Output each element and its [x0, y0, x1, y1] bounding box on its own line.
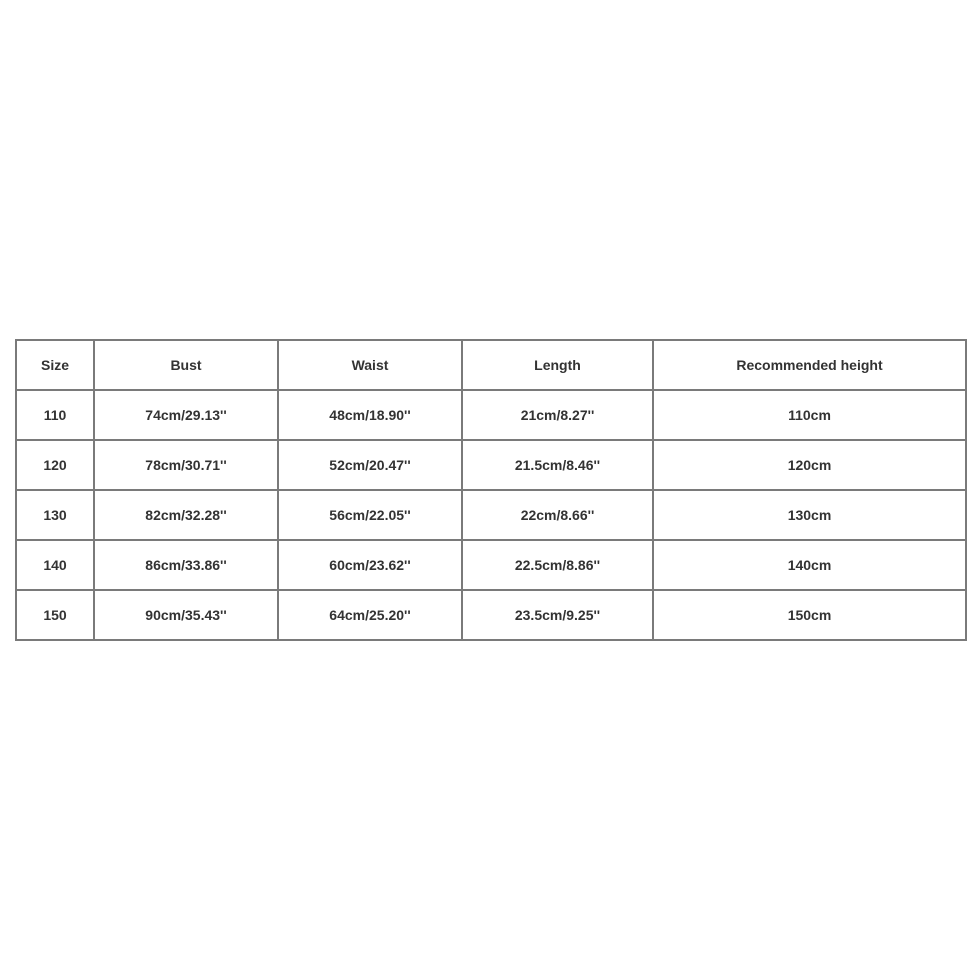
table-row	[16, 590, 966, 640]
table-row	[16, 440, 966, 490]
cell-size: 120	[16, 440, 94, 490]
cell-length: 21.5cm/8.46''	[462, 440, 653, 490]
cell-recommended-height: 130cm	[653, 490, 966, 540]
cell-waist: 60cm/23.62''	[278, 540, 462, 590]
header-size: Size	[16, 340, 94, 390]
cell-length: 22cm/8.66''	[462, 490, 653, 540]
cell-size: 130	[16, 490, 94, 540]
cell-waist: 64cm/25.20''	[278, 590, 462, 640]
table-row	[16, 540, 966, 590]
cell-bust: 82cm/32.28''	[94, 490, 278, 540]
table-row	[16, 390, 966, 440]
cell-waist: 56cm/22.05''	[278, 490, 462, 540]
cell-size: 140	[16, 540, 94, 590]
cell-recommended-height: 110cm	[653, 390, 966, 440]
cell-bust: 78cm/30.71''	[94, 440, 278, 490]
cell-bust: 74cm/29.13''	[94, 390, 278, 440]
cell-length: 23.5cm/9.25''	[462, 590, 653, 640]
cell-recommended-height: 150cm	[653, 590, 966, 640]
table-row	[16, 490, 966, 540]
cell-waist: 48cm/18.90''	[278, 390, 462, 440]
header-length: Length	[462, 340, 653, 390]
cell-size: 110	[16, 390, 94, 440]
cell-waist: 52cm/20.47''	[278, 440, 462, 490]
cell-size: 150	[16, 590, 94, 640]
header-waist: Waist	[278, 340, 462, 390]
cell-recommended-height: 140cm	[653, 540, 966, 590]
header-bust: Bust	[94, 340, 278, 390]
header-recommended-height: Recommended height	[653, 340, 966, 390]
cell-length: 21cm/8.27''	[462, 390, 653, 440]
cell-bust: 86cm/33.86''	[94, 540, 278, 590]
cell-bust: 90cm/35.43''	[94, 590, 278, 640]
size-chart-table	[15, 339, 967, 641]
cell-recommended-height: 120cm	[653, 440, 966, 490]
table-header-row	[16, 340, 966, 390]
cell-length: 22.5cm/8.86''	[462, 540, 653, 590]
